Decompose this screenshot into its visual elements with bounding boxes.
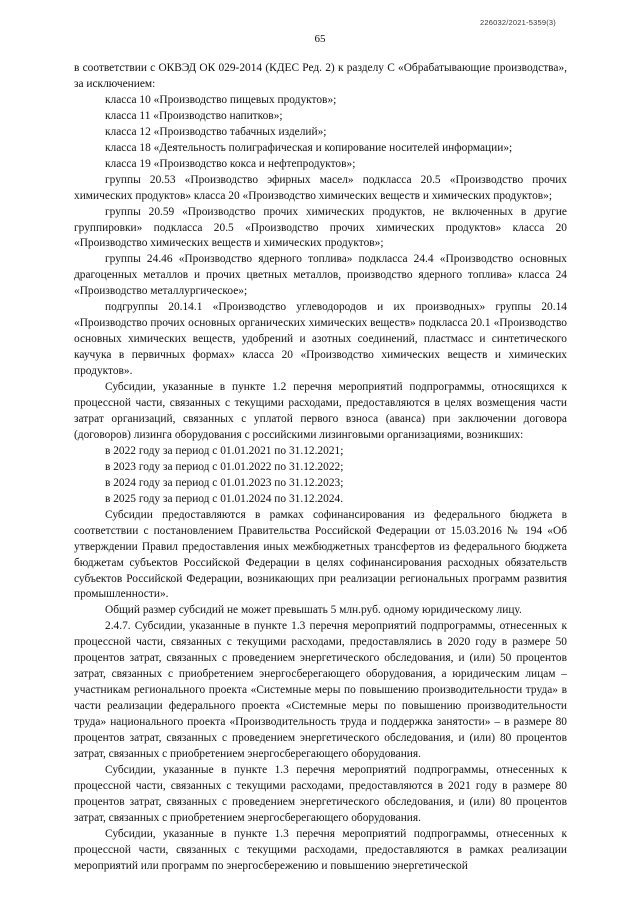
- list-item: класса 19 «Производство кокса и нефтепродуктов»;: [105, 157, 356, 170]
- list-item: в 2025 году за период с 01.01.2024 по 31.12.2024.: [105, 492, 344, 505]
- list-item: класса 12 «Производство табачных изделий»;: [105, 125, 327, 138]
- paragraph: Субсидии предоставляются в рамках софинансирования из федерального бюджета в соответствии с постановлением Правительства Российской Федерации от 15.03.2016 № 194 «Об утверждении Правил предоставления иных межбюджетных трансфертов из федерального бюджета бюджетам субъектов Российской Федерации в целях софинансирования расходных обязательств субъектов Российской Федерации, возникающих при реализации региональных программ развития промышленности».: [74, 508, 567, 601]
- paragraph: 2.4.7. Субсидии, указанные в пункте 1.3 перечня мероприятий подпрограммы, отнесенных к процессной части, связанных с текущими расходами, предоставлялись в 2020 году в размере 50 процентов затрат, связанных с проведением энергетического обследования, и (или) 50 процентов затрат, связанных с приобретением энергосберегающего оборудования, а юридическим лицам – участникам регионального проекта «Системные меры по повышению производительности труда» в части реализации федерального проекта «Системные меры по повышению производительности труда» национального проекта «Производительность труда и поддержка занятости» – в размере 80 процентов затрат, связанных с проведением энергетического обследования, и (или) 80 процентов затрат, связанных с приобретением энергосберегающего оборудования.: [74, 620, 567, 760]
- paragraph: Субсидии, указанные в пункте 1.3 перечня мероприятий подпрограммы, отнесенных к процессной части, связанных с текущими расходами, предоставляются в рамках реализации мероприятий или программ по энергосбережению и повышению энергетической: [74, 827, 567, 872]
- list-item: класса 10 «Производство пищевых продуктов»;: [105, 93, 337, 106]
- list-item: в 2022 году за период с 01.01.2021 по 31.12.2021;: [105, 444, 344, 457]
- list-item: в 2024 году за период с 01.01.2023 по 31.12.2023;: [105, 476, 344, 489]
- page-number: 65: [314, 33, 326, 45]
- paragraph: группы 20.53 «Производство эфирных масел» подкласса 20.5 «Производство прочих химических продуктов» класса 20 «Производство химических веществ и химических продуктов»;: [74, 173, 567, 202]
- paragraph: Общий размер субсидий не может превышать 5 млн.руб. одному юридическому лицу.: [105, 604, 522, 617]
- document-body: [74, 61, 567, 875]
- paragraph: группы 20.59 «Производство прочих химических продуктов, не включенных в другие группировки» подкласса 20.5 «Производство прочих химических продуктов» класса 20 «Производство химических веществ и химических продуктов»;: [74, 205, 567, 250]
- paragraph: группы 24.46 «Производство ядерного топлива» подкласса 24.4 «Производство основных драгоценных металлов и прочих цветных металлов, производство ядерного топлива» класса 24 «Производство металлургическое»;: [74, 253, 567, 298]
- document-number: 226032/2021-5359(3): [480, 18, 556, 27]
- list-item: класса 11 «Производство напитков»;: [105, 109, 283, 122]
- paragraph: Субсидии, указанные в пункте 1.3 перечня мероприятий подпрограммы, отнесенных к процессной части, связанных с текущими расходами, предоставляются в 2021 году в размере 80 процентов затрат, связанных с проведением энергетического обследования, и (или) 80 процентов затрат, связанных с приобретением энергосберегающего оборудования.: [74, 763, 567, 824]
- list-item: класса 18 «Деятельность полиграфическая и копирование носителей информации»;: [105, 141, 513, 154]
- paragraph: Субсидии, указанные в пункте 1.2 перечня мероприятий подпрограммы, относящихся к процессной части, связанных с текущими расходами, предоставляются в целях возмещения части затрат организаций, связанных с уплатой первого взноса (аванса) при заключении договора (договоров) лизинга оборудования с российскими лизинговыми организациями, возникших:: [74, 381, 567, 441]
- list-item: в 2023 году за период с 01.01.2022 по 31.12.2022;: [105, 460, 344, 473]
- paragraph: в соответствии с ОКВЭД ОК 029-2014 (КДЕС Ред. 2) к разделу С «Обрабатывающие производства», за исключением:: [74, 62, 567, 90]
- paragraph: подгруппы 20.14.1 «Производство углеводородов и их производных» группы 20.14 «Производство прочих основных органических химических веществ» подкласса 20.1 «Производство основных химических веществ, удобрений и азотных соединений, пластмасс и синтетического каучука в первичных формах» класса 20 «Производство химических веществ и химических продуктов».: [74, 301, 567, 378]
